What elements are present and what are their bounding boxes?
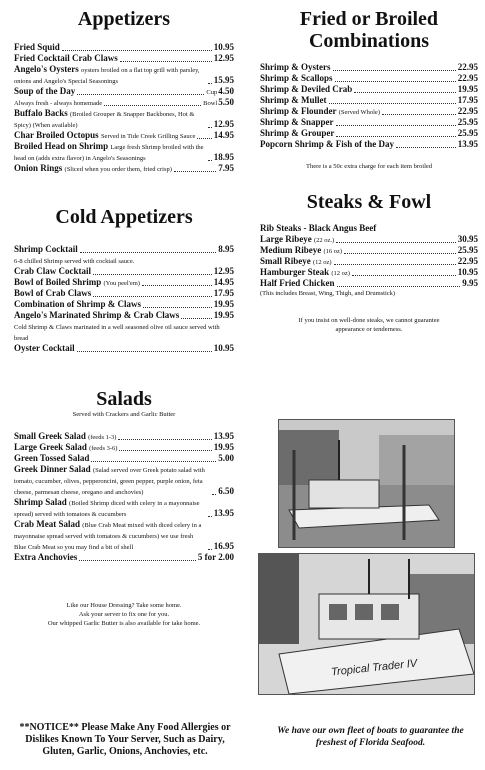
steak-item-leader bbox=[352, 275, 456, 276]
salad-item-leader bbox=[79, 560, 196, 561]
salad-item-leader bbox=[208, 549, 212, 550]
salad-item-leader bbox=[212, 494, 216, 495]
allergy-notice: **NOTICE** Please Make Any Food Allergies or Dislikes Known To Your Server, Such as Dairy, Gluten, Garlic, Onions, Anchovies, etc. bbox=[19, 722, 231, 757]
combination-item-leader bbox=[329, 103, 456, 104]
boat-name: Tropical Trader IV bbox=[330, 657, 418, 679]
cold-appetizer-item-name: Bowl of Crab Claws bbox=[14, 288, 92, 298]
salad-item-price: 19.95 bbox=[213, 442, 234, 452]
cold-appetizer-item-name: Bowl of Boiled Shrimp bbox=[14, 277, 102, 287]
appetizer-item-name: Fried Squid bbox=[14, 42, 60, 52]
cold-appetizer-item-leader bbox=[181, 318, 211, 319]
appetizer-item-leader bbox=[208, 83, 212, 84]
steak-item-price: 22.95 bbox=[457, 256, 478, 266]
appetizers-title: Appetizers bbox=[77, 8, 171, 30]
appetizer-item-name: Buffalo Backs bbox=[14, 108, 68, 118]
steaks-list bbox=[260, 234, 478, 289]
salads-subtitle: Served with Crackers and Garlic Butter bbox=[72, 411, 176, 418]
salad-item bbox=[14, 464, 234, 497]
combination-item-price: 22.95 bbox=[457, 106, 478, 116]
salad-item-leader bbox=[208, 516, 212, 517]
cold-appetizer-item bbox=[14, 321, 234, 343]
steak-item-price: 9.95 bbox=[462, 278, 478, 288]
combination-item bbox=[260, 139, 478, 150]
salad-item-price: 5.00 bbox=[218, 453, 234, 463]
steak-item-name: Half Fried Chicken bbox=[260, 278, 335, 288]
appetizer-item-name: Fried Cocktail Crab Claws bbox=[14, 53, 118, 63]
well-done-line-1: If you insist on well-done steaks, we cannot guarantee bbox=[298, 317, 440, 324]
appetizer-item bbox=[14, 86, 234, 97]
salad-item-description: (Salad served over Greek potato salad with tomato, cucumber, olives, pepperoncini, green pepper, purple onion, feta cheese, parmesan cheese, oregano and anchovies) bbox=[14, 467, 205, 496]
appetizer-item-leader bbox=[197, 138, 211, 139]
cold-appetizer-item-leader bbox=[93, 296, 211, 297]
cold-appetizer-item bbox=[14, 244, 234, 255]
combination-item-name: Shrimp & Grouper bbox=[260, 128, 335, 138]
appetizer-item bbox=[14, 53, 234, 64]
cold-appetizer-item-price: 19.95 bbox=[213, 299, 234, 309]
dressing-line-3: Our whipped Garlic Butter is also available for take home. bbox=[47, 620, 201, 627]
salad-item-leader bbox=[91, 461, 216, 462]
appetizer-item bbox=[14, 108, 234, 130]
salad-item-name: Greek Dinner Salad bbox=[14, 464, 91, 474]
salads-title: Salads bbox=[96, 388, 152, 410]
combination-item bbox=[260, 84, 478, 95]
appetizer-item bbox=[14, 130, 234, 141]
steak-item bbox=[260, 256, 478, 267]
appetizer-item-description: (Sliced when you order them, fried crisp) bbox=[64, 166, 172, 173]
appetizer-item-leader bbox=[208, 160, 212, 161]
fleet-statement: We have our own fleet of boats to guarantee the freshest of Florida Seafood. bbox=[277, 726, 464, 748]
steak-item-price: 30.95 bbox=[457, 234, 478, 244]
dock-photo-graphic bbox=[279, 420, 454, 547]
salad-item-price: 13.95 bbox=[213, 431, 234, 441]
cold-appetizer-item-description: (You peel'em) bbox=[103, 280, 140, 287]
appetizer-item-name: Angelo's Oysters bbox=[14, 64, 79, 74]
cold-appetizer-item-name: Angelo's Marinated Shrimp & Crab Claws bbox=[14, 310, 180, 320]
appetizer-item-description: Served in Tide Creek Grilling Sauce bbox=[100, 133, 196, 140]
steak-item-name: Large Ribeye bbox=[260, 234, 312, 244]
salad-item-name: Crab Meat Salad bbox=[14, 519, 80, 529]
cold-appetizer-item-leader bbox=[142, 285, 212, 286]
appetizer-item-leader bbox=[62, 50, 212, 51]
appetizer-item-price: 7.95 bbox=[218, 163, 234, 173]
appetizer-item-price: 5.50 bbox=[218, 97, 234, 107]
cold-appetizer-item-price: 19.95 bbox=[213, 310, 234, 320]
cold-appetizer-item-name: Combination of Shrimp & Claws bbox=[14, 299, 142, 309]
cold-appetizer-item-text: Cold Shrimp & Claws marinated in a well seasoned olive oil sauce served with bread bbox=[14, 324, 220, 342]
steak-item-price: 25.95 bbox=[457, 245, 478, 255]
well-done-line-2: appearance or tenderness. bbox=[335, 326, 403, 333]
appetizer-item-price: 14.95 bbox=[213, 130, 234, 140]
cold-appetizer-item bbox=[14, 299, 234, 310]
combination-item-price: 22.95 bbox=[457, 73, 478, 83]
combination-item-name: Shrimp & Snapper bbox=[260, 117, 334, 127]
combination-item-leader bbox=[382, 114, 456, 115]
appetizer-item-leader bbox=[208, 127, 212, 128]
cold-appetizer-item bbox=[14, 310, 234, 321]
combination-item-price: 17.95 bbox=[457, 95, 478, 105]
combination-item-leader bbox=[354, 92, 456, 93]
dressing-line-2: Ask your server to fix one for you. bbox=[78, 611, 170, 618]
right-column bbox=[260, 0, 478, 334]
steak-item bbox=[260, 234, 478, 245]
appetizer-item bbox=[14, 141, 234, 163]
salad-item-description: (feeds 1-3) bbox=[88, 434, 117, 441]
appetizer-item-description: oysters broiled on a flat top grill with parsley, onions and Angelo's Special Seasonings bbox=[14, 67, 200, 85]
combination-item-description: (Served Whole) bbox=[338, 109, 380, 116]
appetizer-item-leader bbox=[174, 171, 216, 172]
appetizer-item-name: Soup of the Day bbox=[14, 86, 76, 96]
cold-appetizer-item bbox=[14, 277, 234, 288]
steaks-heading: Rib Steaks - Black Angus Beef bbox=[260, 223, 377, 233]
salad-item-description: (feeds 3-6) bbox=[89, 445, 118, 452]
cold-appetizer-item-price: 12.95 bbox=[213, 266, 234, 276]
steak-item-description: (12 oz) bbox=[331, 270, 350, 277]
appetizer-item-price: 12.95 bbox=[213, 119, 234, 129]
chicken-note: (This includes Breast, Wing, Thigh, and Drumstick) bbox=[260, 290, 396, 297]
combination-item-leader bbox=[333, 70, 456, 71]
cold-appetizer-item bbox=[14, 266, 234, 277]
steak-item bbox=[260, 245, 478, 256]
salad-item-price: 5 for 2.00 bbox=[197, 552, 234, 562]
steak-item-price: 10.95 bbox=[457, 267, 478, 277]
appetizer-item bbox=[14, 163, 234, 174]
combination-item bbox=[260, 106, 478, 117]
salad-item bbox=[14, 431, 234, 442]
salads-list bbox=[14, 431, 234, 563]
appetizer-item-description: Large fresh Shrimp broiled with the head on (adds extra flavor) in Angelo's Seasonings bbox=[14, 144, 204, 162]
cold-appetizer-item-price: 8.95 bbox=[218, 244, 234, 254]
well-done-note bbox=[260, 316, 478, 334]
salad-item-name: Shrimp Salad bbox=[14, 497, 67, 507]
salad-item bbox=[14, 519, 234, 552]
appetizers-list bbox=[14, 42, 234, 174]
salad-item-description: (Blue Crab Meat mixed with diced celery in a mayonnaise spread served with tomatoes & cucumbers) we use fresh Blue Crab Meat so you may find a bit of shell bbox=[14, 522, 202, 551]
appetizer-item-description: (Broiled Grouper & Snapper Backbones, Hot & Spicy) (When available) bbox=[14, 111, 195, 129]
boat-photo bbox=[258, 553, 475, 695]
cold-appetizer-item-name: Crab Claw Cocktail bbox=[14, 266, 91, 276]
dressing-note bbox=[14, 601, 234, 628]
broiled-charge-note: There is a 50c extra charge for each item broiled bbox=[305, 163, 433, 170]
appetizer-item-name: Always fresh - always homemade bbox=[14, 100, 103, 107]
combination-item-leader bbox=[336, 136, 455, 137]
left-column bbox=[14, 0, 234, 628]
combination-item-name: Shrimp & Scallops bbox=[260, 73, 333, 83]
appetizer-item-price: 4.50 bbox=[218, 86, 234, 96]
appetizer-item-price: 12.95 bbox=[213, 53, 234, 63]
appetizer-item-price: 10.95 bbox=[213, 42, 234, 52]
appetizer-item-size: Bowl bbox=[203, 100, 218, 107]
cold-appetizer-item-price: 17.95 bbox=[213, 288, 234, 298]
cold-appetizers-list bbox=[14, 244, 234, 354]
salad-item bbox=[14, 442, 234, 453]
steak-item-description: (22 oz.) bbox=[314, 237, 335, 244]
combination-item-name: Shrimp & Mullet bbox=[260, 95, 327, 105]
salad-item-name: Extra Anchovies bbox=[14, 552, 78, 562]
dock-photo bbox=[278, 419, 455, 548]
combination-item bbox=[260, 117, 478, 128]
salad-item-name: Large Greek Salad bbox=[14, 442, 87, 452]
cold-appetizer-item-text: 6-8 chilled Shrimp served with cocktail sauce. bbox=[14, 258, 135, 265]
combination-item-price: 22.95 bbox=[457, 62, 478, 72]
fried-title-line-2: Combinations bbox=[308, 30, 430, 52]
cold-appetizer-item-name: Shrimp Cocktail bbox=[14, 244, 78, 254]
fried-title-line-1: Fried or Broiled bbox=[299, 8, 439, 30]
combination-item-price: 19.95 bbox=[457, 84, 478, 94]
cold-appetizer-item-leader bbox=[93, 274, 212, 275]
cold-appetizers-title: Cold Appetizers bbox=[55, 206, 193, 228]
combination-item-name: Shrimp & Deviled Crab bbox=[260, 84, 353, 94]
cold-appetizer-item-name: Oyster Cocktail bbox=[14, 343, 75, 353]
steak-item-leader bbox=[337, 286, 461, 287]
cold-appetizer-item-leader bbox=[80, 252, 216, 253]
appetizer-item-price: 15.95 bbox=[213, 75, 234, 85]
cold-appetizer-item bbox=[14, 288, 234, 299]
salad-item-price: 13.95 bbox=[213, 508, 234, 518]
steak-item bbox=[260, 267, 478, 278]
appetizer-item-leader bbox=[77, 94, 204, 95]
appetizer-item-size: Cup bbox=[206, 89, 218, 96]
combination-item bbox=[260, 128, 478, 139]
combination-item-name: Popcorn Shrimp & Fish of the Day bbox=[260, 139, 395, 149]
appetizer-item-leader bbox=[120, 61, 212, 62]
dressing-line-1: Like our House Dressing? Take some home. bbox=[66, 602, 182, 609]
cold-appetizer-item bbox=[14, 343, 234, 354]
appetizer-item bbox=[14, 42, 234, 53]
cold-appetizer-item-leader bbox=[143, 307, 212, 308]
salad-item bbox=[14, 497, 234, 519]
steak-item-name: Small Ribeye bbox=[260, 256, 311, 266]
combination-item bbox=[260, 95, 478, 106]
combination-item-price: 25.95 bbox=[457, 117, 478, 127]
salad-item-price: 6.50 bbox=[218, 486, 234, 496]
salad-item-price: 16.95 bbox=[213, 541, 234, 551]
steak-item-description: (12 oz) bbox=[313, 259, 332, 266]
cold-appetizer-item-leader bbox=[77, 351, 212, 352]
combination-item-leader bbox=[336, 125, 456, 126]
appetizer-item-price: 18.95 bbox=[213, 152, 234, 162]
combination-item-price: 13.95 bbox=[457, 139, 478, 149]
salad-item-leader bbox=[119, 450, 211, 451]
combination-item-name: Shrimp & Oysters bbox=[260, 62, 331, 72]
steak-item bbox=[260, 278, 478, 289]
steaks-title: Steaks & Fowl bbox=[306, 191, 432, 213]
steak-item-leader bbox=[336, 242, 456, 243]
appetizer-item-name: Char Broiled Octopus bbox=[14, 130, 99, 140]
cold-appetizer-item bbox=[14, 255, 234, 266]
appetizer-item bbox=[14, 64, 234, 86]
steak-item-description: (16 oz) bbox=[323, 248, 343, 255]
salad-item-name: Small Greek Salad bbox=[14, 431, 86, 441]
combination-item-price: 25.95 bbox=[457, 128, 478, 138]
steak-item-name: Hamburger Steak bbox=[260, 267, 330, 277]
combination-item bbox=[260, 62, 478, 73]
combination-item-name: Shrimp & Flounder bbox=[260, 106, 337, 116]
appetizer-item-name: Broiled Head on Shrimp bbox=[14, 141, 109, 151]
cold-appetizer-item-price: 14.95 bbox=[213, 277, 234, 287]
appetizer-item-leader bbox=[104, 105, 201, 106]
salad-item-description: (Boiled Shrimp diced with celery in a mayonnaise spread) served with tomatoes & cucumbers bbox=[14, 500, 200, 518]
combination-item-leader bbox=[335, 81, 456, 82]
appetizer-item bbox=[14, 97, 234, 108]
fried-combinations-list bbox=[260, 62, 478, 150]
cold-appetizer-item-price: 10.95 bbox=[213, 343, 234, 353]
salad-item bbox=[14, 552, 234, 563]
steak-item-leader bbox=[334, 264, 456, 265]
salad-item bbox=[14, 453, 234, 464]
steak-item-leader bbox=[344, 253, 456, 254]
appetizer-item-name: Onion Rings bbox=[14, 163, 63, 173]
salad-item-leader bbox=[118, 439, 211, 440]
steak-item-name: Medium Ribeye bbox=[260, 245, 322, 255]
combination-item-leader bbox=[396, 147, 456, 148]
salad-item-name: Green Tossed Salad bbox=[14, 453, 90, 463]
combination-item bbox=[260, 73, 478, 84]
